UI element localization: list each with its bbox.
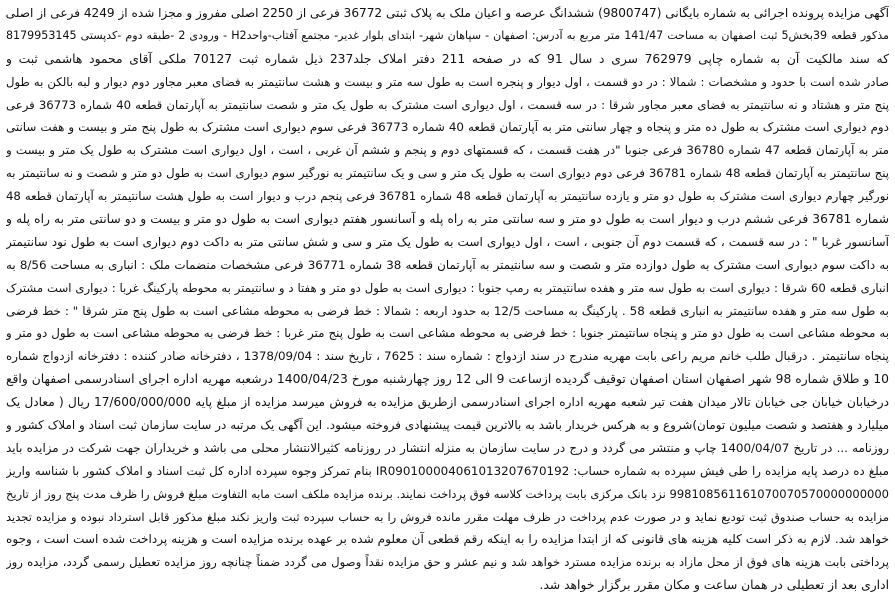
notice-line: متر به آپارتمان قطعه 47 شماره 36780 فرعی جنوبا "در هفت قسمت ، که قسمتهای دوم و پنجم و ششم آن غربی ، است ، اول دیواری است مشترک به طول یک متر و بیست و [6, 143, 889, 158]
notice-line: که سند مالکیت آن به شماره چاپی 762979 سری د سال 91 که در صفحه 211 دفتر املاک جلد237 ذیل شماره ثبت 70127 ملکی آقای محمود هاشمی ثبت و [6, 51, 889, 66]
notice-line: میلیارد و هفتصد و شصت میلیون تومان)شروع و به هرکس خریدار باشد به بالاترین قیمت پیشنهادی فروخته میشود. این آگهی یک مرتبه در سایت سازمان ثبت اسناد و املاک کشور و [6, 418, 889, 433]
notice-line: روزنامه ... در تاریخ 1400/04/07 چاپ و منتشر می گردد و درج در سایت سازمان به منزله انتشار در روزنامه کثیرالانتشار محلی می باشد و خریداران جهت شرکت در مزایده باید [6, 440, 889, 455]
notice-line: به طول سه متر و هفده سانتیمتر به انباری قطعه 58 . پارکینگ به مساحت 12/5 به حدود اربعه : شمالا : خط فرضی به محوطه مشاعی است به طول پنج متر شرقا " : خط فرضی [6, 303, 889, 318]
notice-line: خواهد شد. لازم به ذکر است کلیه هزینه های قانونی که از ابتدا مزایده را به اینکه رقم قطعی آن معلوم شده بر عهده برنده مزایده است و هزینه پرداخت شده است است ، وجوه [6, 532, 889, 547]
notice-line: 10 و طلاق شماره 98 شهر اصفهان استان اصفهان توقیف گردیده ازساعت 9 الی 12 روز چهارشنبه مورخ 1400/04/23 درشعبه مهریه اداره اجرای اسنادرسمی اصفهان واقع [6, 372, 889, 387]
notice-line: پنج سانتیمتر به آپارتمان قطعه 48 شماره 36781 فرعی دوم دیواری است به طول یک متر و سی و یک سانتیمتر به نورگیر سوم دیواری است به طول دو متر و شصت و نه سانتیمتر به [6, 166, 889, 181]
notice-line: مبلغ ده درصد پایه مزایده را طی فیش سپرده به شماره حساب: IR090100004061013207670192 بنام تمرکز وجوه سپرده اداره کل ثبت اسناد و املاک کشور با شناسه واریز [6, 463, 889, 478]
notice-line: 998108561161070070570000000000 نزد بانک مرکزی بابت پرداخت کلاسه فوق پرداخت نمایند. برنده مزایده ملکف است مابه التفاوت مبلغ فروش را ظرف مدت پنج روز از تاریخ [6, 486, 889, 501]
notice-line: آسانسور غربا " : در سه قسمت ، که قسمت دوم آن جنوبی ، است ، اول دیواری است به طول یک متر و سی و شش سانتی متر به داکت دوم دیواری است به طول نود سانتیمتر [6, 234, 889, 249]
notice-line: به محوطه مشاعی است به طول دو متر و پنجاه سانتیمتر جنوبا : خط فرضی به محوطه مشاعی است به طول پنج متر غربا : خط فرضی به محوطه مشاعی است به طول دو متر و [6, 326, 889, 341]
notice-line: پنج متر و هشتاد و نه سانتیمتر به فضای معبر مجاور شرقا : در سه قسمت ، اول دیواری است مشترک به طول یک متر و شصت سانتیمتر به آپارتمان قطعه 40 شماره 36773 فرعی [6, 97, 889, 112]
notice-line: پنجاه سانتیمتر . درقبال طلب خانم مریم راعی بابت مهریه مندرج در سند ازدواج : شماره سند : 7625 ، تاریخ سند : 1378/09/04 ، دفترخانه صادر کننده : دفترخانه ازدواج شماره [6, 349, 889, 364]
notice-line: نورگیر چهارم دیواری است مشترک به طول دو متر و یازده سانتیمتر به آپارتمان قطعه 48 شماره 36781 فرعی پنجم درب و دیوار است به طول هشت سانتیمتر به آپارتمان قطعه 48 [6, 189, 889, 204]
notice-line: پرداختی بابت هزینه های فوق از محل مازاد به برنده مزایده مسترد خواهد شد و نیم عشر و حق مزایده نقداً وصول می گردد ضمناً چنانچه روز مزایده تعطیل رسمی گردد، مزایده روز [6, 555, 889, 570]
notice-line: انباری قطعه 60 شرقا : دیواری است به طول سه متر و هفده سانتیمتر به رمپ جنوبا : دیواری است به طول دو متر و هفتا د و سانتیمتر به محوطه پارکینگ غربا : دیواری است مشترک [6, 280, 889, 295]
notice-line: درخیابان خیابان جی خیابان تالار میدان هفت تیر شعبه مهریه اداره اجرای اسنادرسمی ازطریق مزایده به فروش میرسد مزایده از مبلغ پایه 17/600/000/000 ریال ( معادل یک [6, 395, 889, 410]
notice-line: آگهی مزایده پرونده اجرائی به شماره بایگانی (9800747) ششدانگ عرصه و اعیان ملک به پلاک ثبتی 36772 فرعی از 2250 اصلی مفروز و مجزا شده از 4249 فرعی از اصلی [6, 6, 889, 20]
notice-line: دوم دیواری است مشترک به طول ده متر و پنجاه و چهار سانتی متر به آپارتمان قطعه 40 شماره 36773 فرعی سوم دیواری است مشترک به طول پنج متر و بیست و هفت سانتی [6, 120, 889, 135]
notice-line: صادر شده است با حدود و مشخصات : شمالا : در دو قسمت ، اول دیوار و پنجره است به طول سه متر و بیست و هشت سانتیمتر به فضای معبر مجاور دوم دیوار و لبه بالکن به طول [6, 74, 889, 89]
notice-line: اداری بعد از تعطیلی در همان ساعت و مکان مقرر برگزار خواهد شد. [539, 578, 889, 593]
notice-line: مزایده به حساب صندوق ثبت تودیع نماید و در صورت عدم پرداخت در ظرف مهلت مقرر مانده فروش را به حساب سپرده ثبت واریز نکند مبلغ مذکور قابل استرداد نبوده و مزایده تجدید [6, 509, 889, 524]
notice-line: مذکور قطعه 39بخش5 ثبت اصفهان به مساحت 141/47 متر مربع به آدرس: اصفهان - سپاهان شهر- ابتدای بلوار غدیر- مجتمع آفتاب-واحدH2 - ورودی 2 -طبقه دوم -کدپستی 8179953145 [6, 28, 889, 42]
notice-line: شماره 36781 فرعی ششم درب و دیوار است به طول دو متر و سه سانتی متر به راه پله و آسانسور هفتم دیواری است به طول دو متر و بیست و دو سانتی متر به راه پله و [6, 212, 889, 227]
notice-line: به داکت سوم دیواری است مشترک به طول دوازده متر و شصت و سه سانتیمتر به آپارتمان قطعه 38 شماره 36771 فرعی مشخصات منضمات ملک : انباری به مساحت 8/56 به [6, 257, 889, 272]
